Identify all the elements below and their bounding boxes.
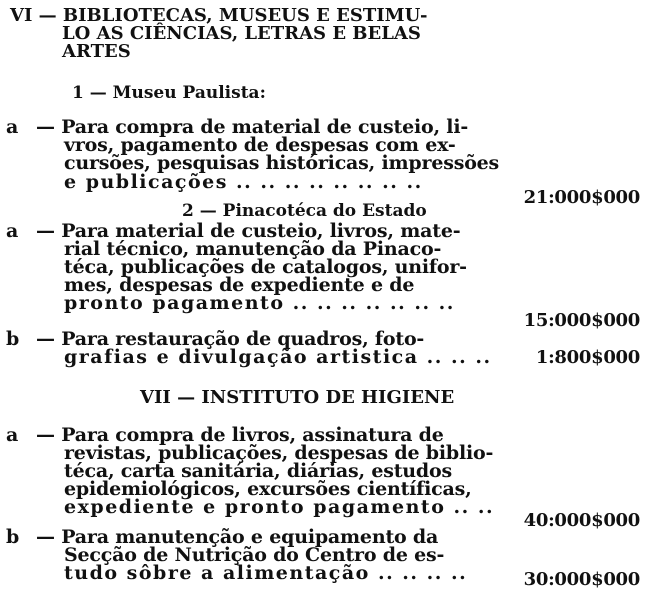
higiene-item-b-line-2: Secção de Nutrição do Centro de es- <box>64 544 445 566</box>
higiene-item-a-line-1: — Para compra de livros, assinatura de <box>36 424 444 446</box>
pinacoteca-item-b-line-2: grafias e divulgação artistica .. .. .. <box>64 346 492 368</box>
higiene-item-a-line-4: epidemiológicos, excursões científicas, <box>64 478 472 500</box>
higiene-item-b-line-1: — Para manutenção e equipamento da <box>36 526 439 548</box>
item-marker: b <box>6 526 20 548</box>
section-6-heading-line-1: VI — BIBLIOTECAS, MUSEUS E ESTIMU- <box>10 5 428 26</box>
pinacoteca-title: 2 — Pinacotéca do Estado <box>182 201 427 221</box>
pinacoteca-item-a-line-3: téca, publicações de catalogos, unifor- <box>64 256 467 278</box>
item-marker: a <box>6 116 19 138</box>
pinacoteca-item-b-line-1: — Para restauração de quadros, foto- <box>36 328 425 350</box>
pinacoteca-item-a-line-2: rial técnico, manutenção da Pinaco- <box>64 238 442 260</box>
higiene-item-b-line-3: tudo sôbre a alimentação .. .. .. .. <box>64 562 468 584</box>
item-marker: a <box>6 220 19 242</box>
museu-item-a-line-1: — Para compra de material de custeio, li- <box>36 116 469 138</box>
higiene-item-b-amount: 30:000$000 <box>523 569 640 590</box>
museu-item-a-line-2: vros, pagamento de despesas com ex- <box>64 134 456 156</box>
section-6-heading-line-2: LO AS CIÊNCIAS, LETRAS E BELAS <box>62 23 421 44</box>
item-marker: b <box>6 328 20 350</box>
pinacoteca-item-b-amount: 1:800$000 <box>535 347 640 368</box>
pinacoteca-item-a-line-5: pronto pagamento .. .. .. .. .. .. .. <box>64 292 455 314</box>
item-marker: a <box>6 424 19 446</box>
higiene-item-a-amount: 40:000$000 <box>523 510 640 531</box>
pinacoteca-item-a-amount: 15:000$000 <box>523 310 640 331</box>
museu-item-a-line-4: e publicações .. .. .. .. .. .. .. .. <box>64 171 423 193</box>
section-7-heading: VII — INSTITUTO DE HIGIENE <box>140 387 455 408</box>
museu-item-a-amount: 21:000$000 <box>523 187 640 208</box>
pinacoteca-item-a-line-1: — Para material de custeio, livros, mate- <box>36 220 461 242</box>
higiene-item-a-line-5: expediente e pronto pagamento .. .. <box>64 496 495 518</box>
pinacoteca-item-a-line-4: mes, despesas de expediente e de <box>64 274 415 296</box>
higiene-item-a-line-3: téca, carta sanitária, diárias, estudos <box>64 460 452 482</box>
museu-paulista-title: 1 — Museu Paulista: <box>72 83 266 103</box>
section-6-heading-line-3: ARTES <box>62 41 131 62</box>
museu-item-a-line-3: cursões, pesquisas históricas, impressões <box>64 152 500 174</box>
higiene-item-a-line-2: revistas, publicações, despesas de biblio- <box>64 442 494 464</box>
